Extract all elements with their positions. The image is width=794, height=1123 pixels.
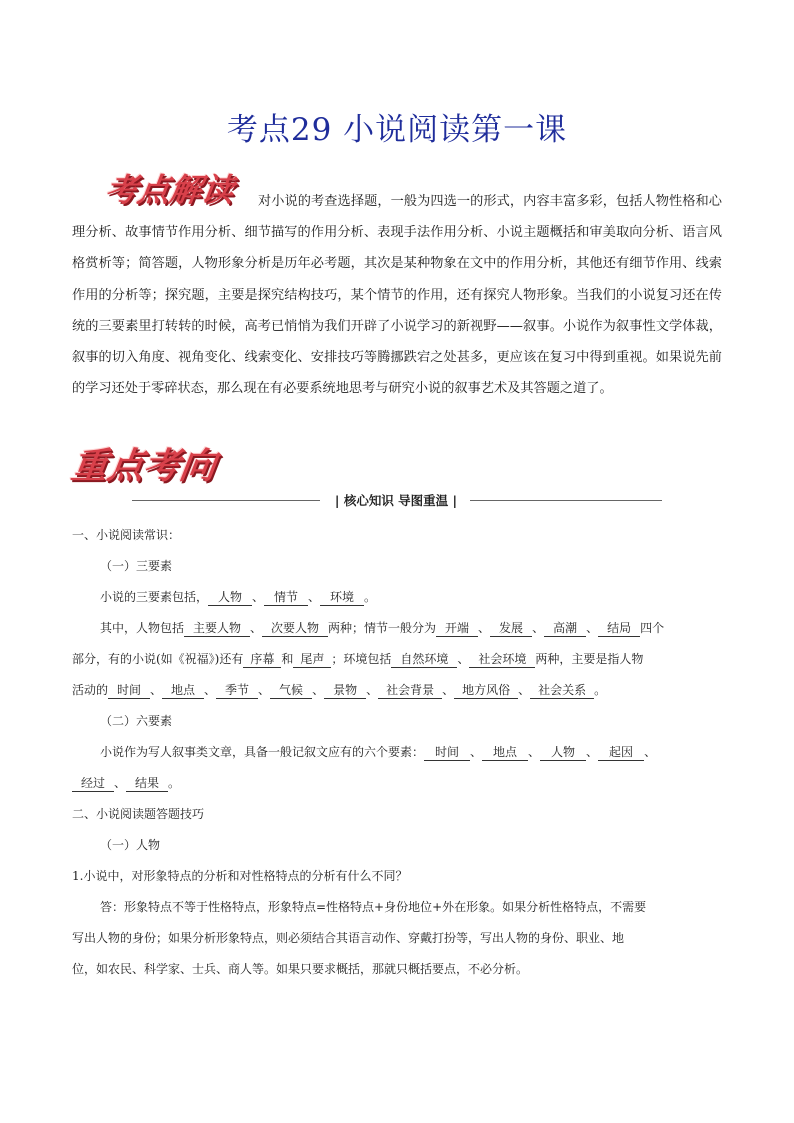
fill-blank: 序幕 [243, 652, 281, 668]
fill-blank: 自然环境 [391, 652, 457, 668]
fill-blank: 发展 [490, 621, 532, 637]
fill-blank: 地点 [162, 683, 204, 699]
fill-blank: 时间 [108, 683, 150, 699]
answer-1-line-3: 位，如农民、科学家、士兵、商人等。如果只要求概括，那就只概括要点，不必分析。 [72, 962, 529, 976]
fill-blank: 季节 [216, 683, 258, 699]
page-title: 考点29 小说阅读第一课 [226, 112, 568, 148]
fill-blank: 气候 [270, 683, 312, 699]
fill-blank: 结果 [126, 776, 168, 792]
fill-blank: 社会背景 [378, 683, 442, 699]
fill-blank: 起因 [598, 745, 644, 761]
fill-blank: 时间 [424, 745, 470, 761]
fill-blank: 尾声 [293, 652, 331, 668]
six-elements-line: 小说作为写人叙事类文章，具备一般记叙文应有的六个要素： 时间 、 地点 、 人物 、 起因 、 [100, 745, 657, 759]
three-elements-line: 小说的三要素包括， 人物 、 情节 、 环境 。 [100, 590, 377, 604]
divider-rule-right [470, 500, 662, 501]
subsection-three-elements: （一）三要素 [100, 559, 173, 573]
fill-blank: 景物 [324, 683, 366, 699]
intro-text: 对小说的考查选择题，一般为四选一的形式，内容丰富多彩，包括人物性格和心理分析、故事情节作用分析、细节描写的作用分析、表现手法作用分析、小说主题概括和审美取向分析、语言风格赏析等；简答题，人物形象分析是历年必考题，其次是某种物象在文中的作用分析，其他还有细节作用、线索作用的分析等；探究题，主要是探究结构技巧，某个情节的作用，还有探究人物形象。当我们的小说复习还在传统的三要素里打转转的时候，高考已悄悄为我们开辟了小说学习的新视野——叙事。小说作为叙事性文学体裁，叙事的切入角度、视角变化、线索变化、安排技巧等腾挪跌宕之处甚多，更应该在复习中得到重视。如果说先前的学习还处于零碎状态，那么现在有必要系统地思考与研究小说的叙事艺术及其答题之道了。 [72, 194, 722, 397]
detail-line-1: 其中，人物包括 主要人物 、 次要人物 两种；情节一般分为 开端 、 发展 、 高潮 、 结局 四个 [100, 621, 665, 635]
fill-blank: 结局 [598, 621, 640, 637]
fill-blank: 次要人物 [262, 621, 328, 637]
fill-blank: 地方风俗 [454, 683, 518, 699]
fill-blank: 情节 [264, 590, 308, 606]
fill-blank: 社会环境 [469, 652, 535, 668]
six-elements-line-2: 经过 、 结果 。 [72, 774, 180, 792]
divider-rule-left [132, 500, 320, 501]
fill-blank: 地点 [482, 745, 528, 761]
fill-blank: 经过 [72, 776, 114, 792]
section-heading-2: 二、小说阅读题答题技巧 [72, 807, 205, 821]
section-heading-1: 一、小说阅读常识： [72, 528, 181, 542]
question-1: 1.小说中，对形象特点的分析和对性格特点的分析有什么不同？ [72, 869, 408, 883]
banner-zhongdian-kaoxiang: 重点考向 [68, 446, 219, 487]
detail-line-3: 活动的 时间 、 地点 、 季节 、 气候 、 景物 、 社会背景 、 地方风俗 、 社会关系 。 [72, 683, 607, 697]
answer-1-line-1: 答：形象特点不等于性格特点，形象特点=性格特点+身份地位+外在形象。如果分析性格特点，不需要 [100, 900, 647, 914]
banner-kaodian-jiedu: 考点解读 [103, 171, 237, 209]
fill-blank: 人物 [208, 590, 252, 606]
fill-blank: 环境 [320, 590, 364, 606]
fill-blank: 人物 [540, 745, 586, 761]
detail-line-2: 部分，有的小说(如《祝福》)还有 序幕 和 尾声 ；环境包括 自然环境 、 社会环境 两种，主要是指人物 [72, 652, 644, 666]
section-divider [132, 493, 662, 507]
intro-paragraph [72, 186, 722, 404]
subsection-six-elements: （二）六要素 [100, 714, 173, 728]
fill-blank: 高潮 [544, 621, 586, 637]
answer-1-line-2: 写出人物的身份；如果分析形象特点，则必须结合其语言动作、穿戴打扮等，写出人物的身份、职业、地 [72, 931, 625, 945]
fill-blank: 社会关系 [530, 683, 594, 699]
fill-blank: 主要人物 [184, 621, 250, 637]
fill-blank: 开端 [436, 621, 478, 637]
divider-label: | 核心知识 导图重温 | [334, 493, 458, 508]
subsection-character: （一）人物 [100, 838, 161, 852]
